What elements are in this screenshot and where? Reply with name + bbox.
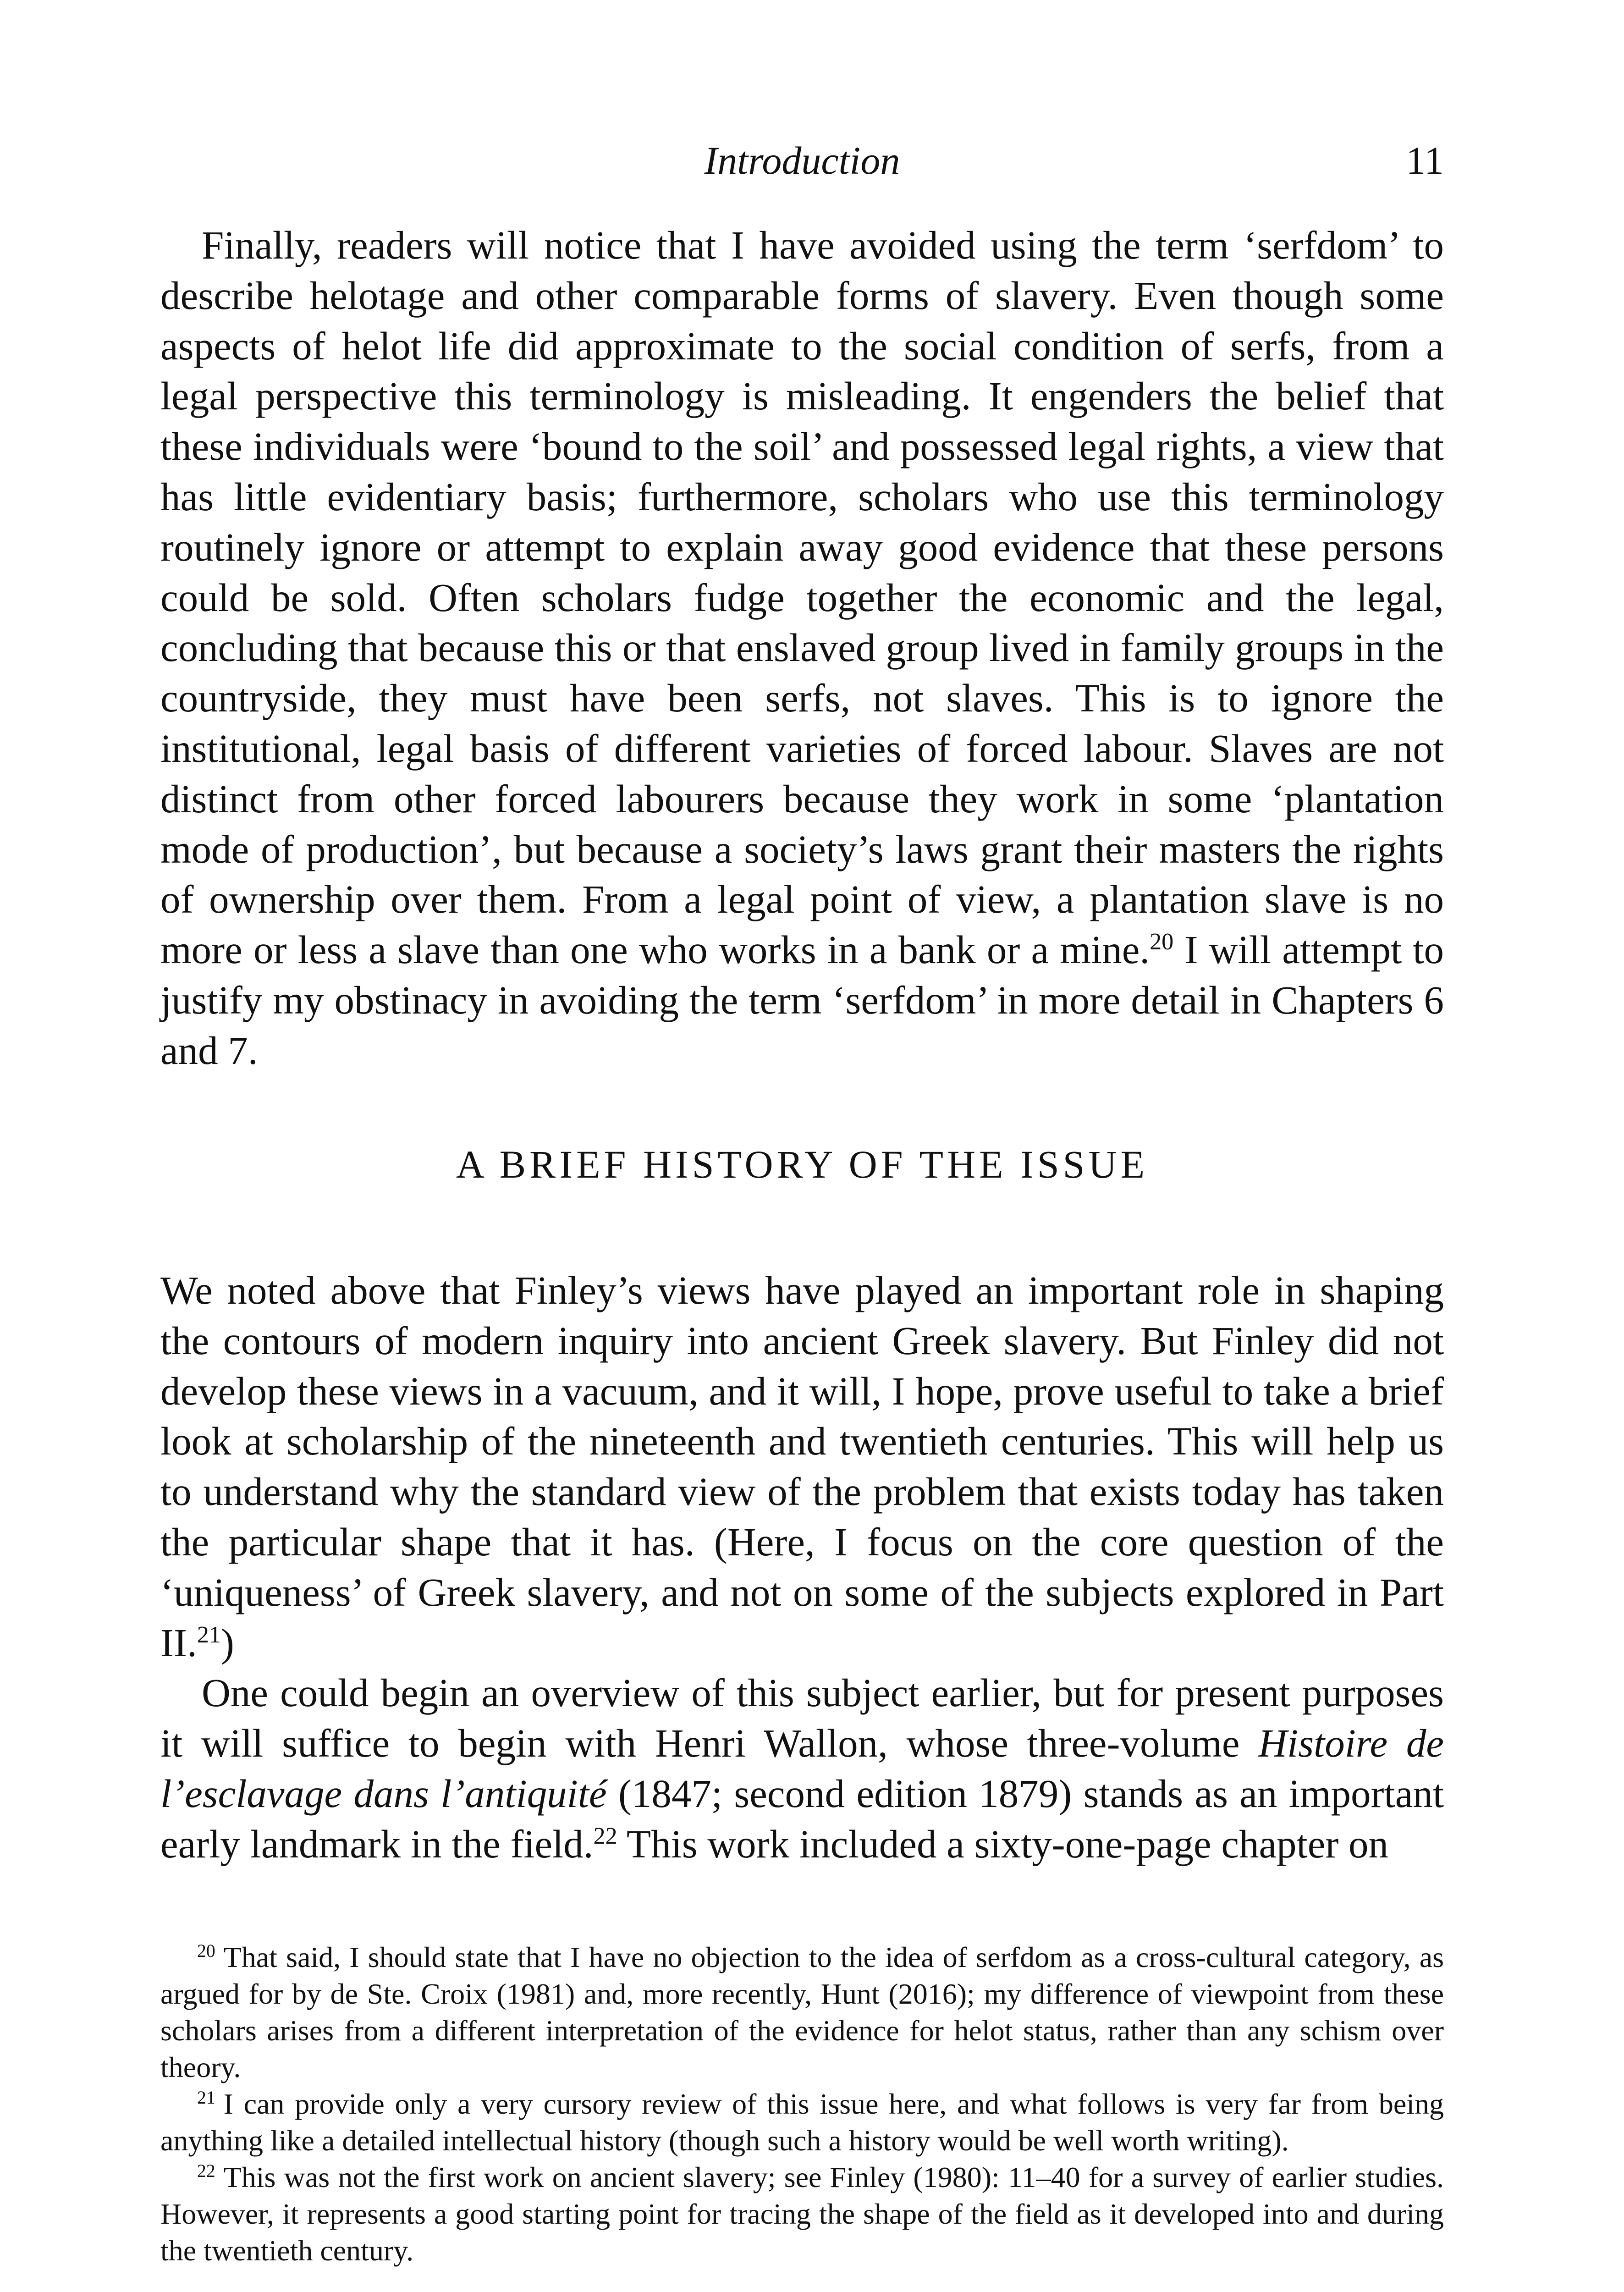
footnote-reference-20: 20 xyxy=(1150,928,1174,955)
footnote-20 xyxy=(160,1939,1444,2086)
footnote-reference-22: 22 xyxy=(593,1822,617,1849)
footnote-22 xyxy=(160,2159,1444,2269)
opening-text-block xyxy=(160,220,1444,1076)
footnote-21 xyxy=(160,2086,1444,2159)
paragraph-text: Finally, readers will notice that I have avoided using the term ‘serfdom’ to describe helotage and other comparable forms of slavery. Even though some aspects of helot life did approximate to the social condition of serfs, from a legal perspective this terminology is misleading. It engenders the belief that these individuals were ‘bound to the soil’ and possessed legal rights, a view that has little evidentiary basis; furthermore, scholars who use this terminology routinely ignore or attempt to explain away good evidence that these persons could be sold. Often scholars fudge together the economic and the legal, concluding that because this or that enslaved group lived in family groups in the countryside, they must have been serfs, not slaves. This is to ignore the institutional, legal basis of different varieties of forced labour. Slaves are not distinct from other forced labourers because they work in some ‘plantation mode of production’, but because a society’s laws grant their masters the rights of ownership over them. From a legal point of view, a plantation slave is no more or less a slave than one who works in a bank or a mine. xyxy=(160,223,1444,972)
paragraph-text: I will attempt to justify my obstinacy in avoiding the term ‘serfdom’ in more detail in Chapters 6 and 7. xyxy=(160,927,1444,1073)
section-heading: A BRIEF HISTORY OF THE ISSUE xyxy=(456,1142,1149,1186)
paragraph-text: ) xyxy=(220,1620,234,1665)
footnote-number: 22 xyxy=(197,2160,215,2181)
paragraph-finley-views xyxy=(160,1265,1444,1668)
running-head xyxy=(160,133,1444,188)
paragraph-wallon xyxy=(160,1668,1444,1869)
footnote-number: 20 xyxy=(197,1940,215,1961)
paragraph-serfdom-terminology xyxy=(160,220,1444,1076)
paragraph-text: (1847; second edition 1879) stands as an important early landmark in the field. xyxy=(160,1771,1444,1866)
footnote-text: That said, I should state that I have no objection to the idea of serfdom as a cross-cultural category, as argued for by de Ste. Croix (1981) and, more recently, Hunt (2016); my difference of viewpoint from these scholars arises from a different interpretation of the evidence for helot status, rather than any schism over theory. xyxy=(160,1941,1444,2083)
footnote-reference-21: 21 xyxy=(197,1621,221,1648)
running-title: Introduction xyxy=(704,138,900,182)
footnotes xyxy=(160,1939,1444,2269)
footnote-number: 21 xyxy=(197,2087,215,2108)
section-text-block xyxy=(160,1265,1444,1869)
paragraph-text: One could begin an overview of this subject earlier, but for present purposes it will suffice to begin with Henri Wallon, whose three-volume xyxy=(160,1670,1444,1766)
book-title: Histoire de l’esclavage dans l’antiquité xyxy=(160,1721,1444,1816)
paragraph-text: We noted above that Finley’s views have played an important role in shaping the contours of modern inquiry into ancient Greek slavery. But Finley did not develop these views in a vacuum, and it will, I hope, prove useful to take a brief look at scholarship of the nineteenth and twentieth centuries. This will help us to understand why the standard view of the problem that exists today has taken the particular shape that it has. (Here, I focus on the core question of the ‘uniqueness’ of Greek slavery, and not on some of the subjects explored in Part II. xyxy=(160,1268,1444,1665)
footnote-text: This was not the first work on ancient slavery; see Finley (1980): 11–40 for a survey of earlier studies. However, it represents a good starting point for tracing the shape of the field as it developed into and during the twentieth century. xyxy=(160,2161,1444,2267)
page-number: 11 xyxy=(1406,138,1444,182)
footnote-text: I can provide only a very cursory review of this issue here, and what follows is very far from being anything like a detailed intellectual history (though such a history would be well worth writing). xyxy=(160,2088,1444,2157)
paragraph-text: This work included a sixty-one-page chapter on xyxy=(617,1821,1389,1866)
